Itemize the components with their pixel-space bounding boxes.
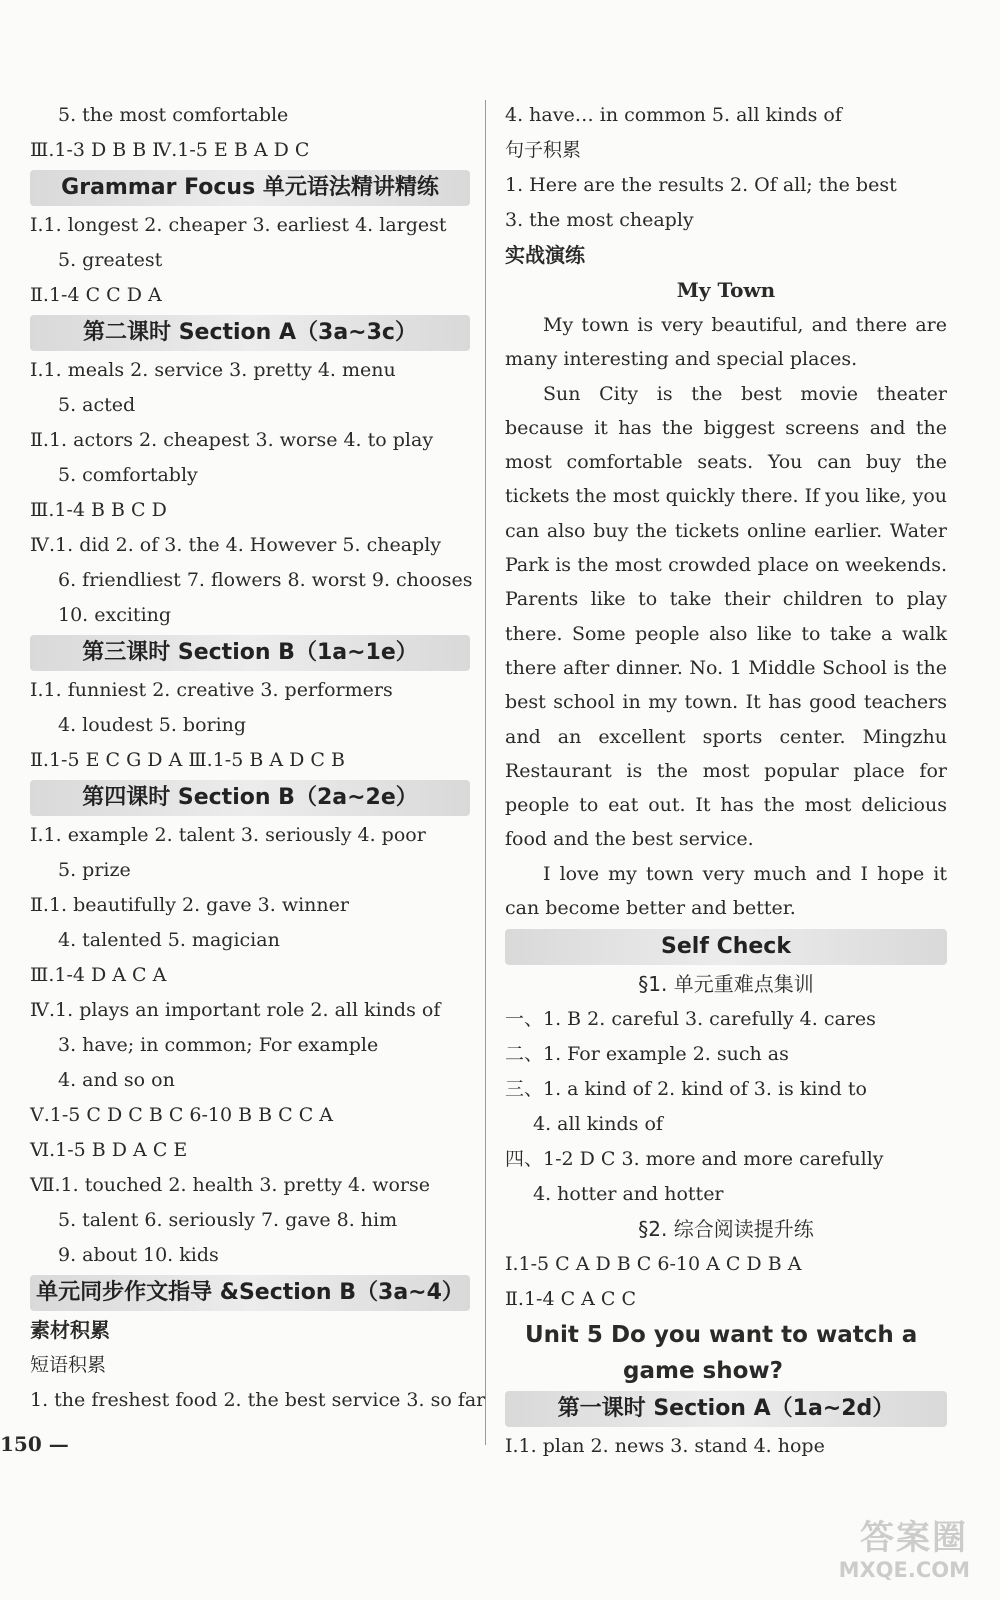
answer-line: Ⅰ.1-5 C A D B C 6-10 A C D B A [505,1253,802,1276]
answer-line: Ⅳ.1. plays an important role 2. all kinds of [30,999,441,1021]
answer-line: Ⅲ.1-3 D B B Ⅳ.1-5 E B A D C [30,139,310,161]
answer-line: Ⅱ.1. beautifully 2. gave 3. winner [30,894,349,916]
answer-line: 三、1. a kind of 2. kind of 3. is kind to [505,1078,867,1101]
answer-line: 1. Here are the results 2. Of all; the best [505,174,897,196]
answer-line: 5. prize [58,859,131,881]
essay-paragraph: Sun City is the best movie theater because it has the biggest screens and the most comfortable seats. You can buy the tickets the most quickly there. If you like, you can also buy the tickets online earlier. Water Park is the most crowded place on weekends. Parents like to take their children to play there. Some people also like to take a walk there after dinner. No. 1 Middle School is the best school in my town. It has good teachers and an excellent sports center. Mingzhu Restaurant is the most popular place for people to eat out. It has the most delicious food and the best service. [505,382,948,851]
section-header: 第三课时 Section B（1a~1e） [30,635,470,671]
essay-paragraph: My town is very beautiful, and there are many interesting and special places. [505,314,947,371]
section-header: 第四课时 Section B（2a~2e） [30,780,470,816]
answer-line: Ⅱ.1-5 E C G D A Ⅲ.1-5 B A D C B [30,749,345,771]
right-column [505,98,947,1464]
section-header: 第一课时 Section A（1a~2d） [505,1391,947,1427]
answer-line: 5. the most comfortable [58,104,289,126]
subheading: 句子积累 [505,139,582,161]
watermark-text: 答案圈 [860,1518,968,1558]
answer-line: 5. comfortably [58,464,198,486]
answer-line: 4. talented 5. magician [58,929,280,951]
answer-line: 5. acted [58,394,136,416]
answer-line: 4. all kinds of [533,1113,663,1136]
answer-line: Ⅱ.1. actors 2. cheapest 3. worse 4. to play [30,429,434,451]
column-divider [485,100,486,1445]
answer-line: 3. have; in common; For example [58,1034,379,1056]
watermark-url: MXQE.COM [838,1558,970,1582]
answer-line: 4. hotter and hotter [533,1183,724,1206]
answer-line: Ⅵ.1-5 B D A C E [30,1139,188,1161]
essay-title: My Town [676,278,776,302]
answer-line: 3. the most cheaply [505,209,694,231]
answer-line: 5. greatest [58,249,163,271]
answer-line: Ⅳ.1. did 2. of 3. the 4. However 5. cheaply [30,534,442,556]
answer-line: 4. loudest 5. boring [58,714,247,736]
subheading: §2. 综合阅读提升练 [638,1217,814,1242]
answer-line: 一、1. B 2. careful 3. carefully 4. cares [505,1008,876,1031]
answer-line: 二、1. For example 2. such as [505,1043,789,1066]
section-header: 单元同步作文指导 &Section B（3a~4） [30,1275,470,1311]
answer-line: Ⅰ.1. longest 2. cheaper 3. earliest 4. largest [30,214,447,236]
answer-line: 四、1-2 D C 3. more and more carefully [505,1148,884,1171]
page-number: 150 — [0,1432,69,1456]
answer-line: Ⅰ.1. plan 2. news 3. stand 4. hope [505,1435,825,1458]
answer-line: 10. exciting [58,604,172,626]
answer-line: Ⅱ.1-4 C A C C [505,1288,637,1311]
unit-title: game show? [623,1358,784,1385]
essay-paragraph: I love my town very much and I hope it can become better and better. [505,862,947,920]
section-header: Grammar Focus 单元语法精讲精练 [30,170,470,206]
subheading: 实战演练 [505,243,585,267]
answer-line: Ⅰ.1. example 2. talent 3. seriously 4. poor [30,824,426,846]
answer-line: Ⅴ.1-5 C D C B C 6-10 B B C C A [30,1104,334,1126]
subheading: §1. 单元重难点集训 [638,972,814,997]
watermark-logo [810,1508,972,1582]
section-header: 第二课时 Section A（3a~3c） [30,315,470,351]
section-header: Self Check [505,929,947,965]
answer-line: 1. the freshest food 2. the best service 3. so far [30,1389,486,1411]
answer-line: Ⅰ.1. meals 2. service 3. pretty 4. menu [30,359,396,381]
answer-line: Ⅰ.1. funniest 2. creative 3. performers [30,679,393,701]
answer-line: 9. about 10. kids [58,1244,219,1266]
answer-line: Ⅲ.1-4 B B C D [30,499,167,521]
answer-line: Ⅱ.1-4 C C D A [30,284,162,306]
unit-title: Unit 5 Do you want to watch a [525,1322,918,1349]
answer-line: Ⅲ.1-4 D A C A [30,964,167,986]
answer-line: 6. friendliest 7. flowers 8. worst 9. chooses [58,569,473,591]
answer-line: 5. talent 6. seriously 7. gave 8. him [58,1209,398,1231]
answer-line: 4. have… in common 5. all kinds of [505,104,842,126]
answer-line: 4. and so on [58,1069,175,1091]
subheading: 短语积累 [30,1354,107,1376]
answer-line: Ⅶ.1. touched 2. health 3. pretty 4. worse [30,1174,430,1196]
subheading: 素材积累 [30,1318,110,1342]
left-column [30,98,486,1418]
